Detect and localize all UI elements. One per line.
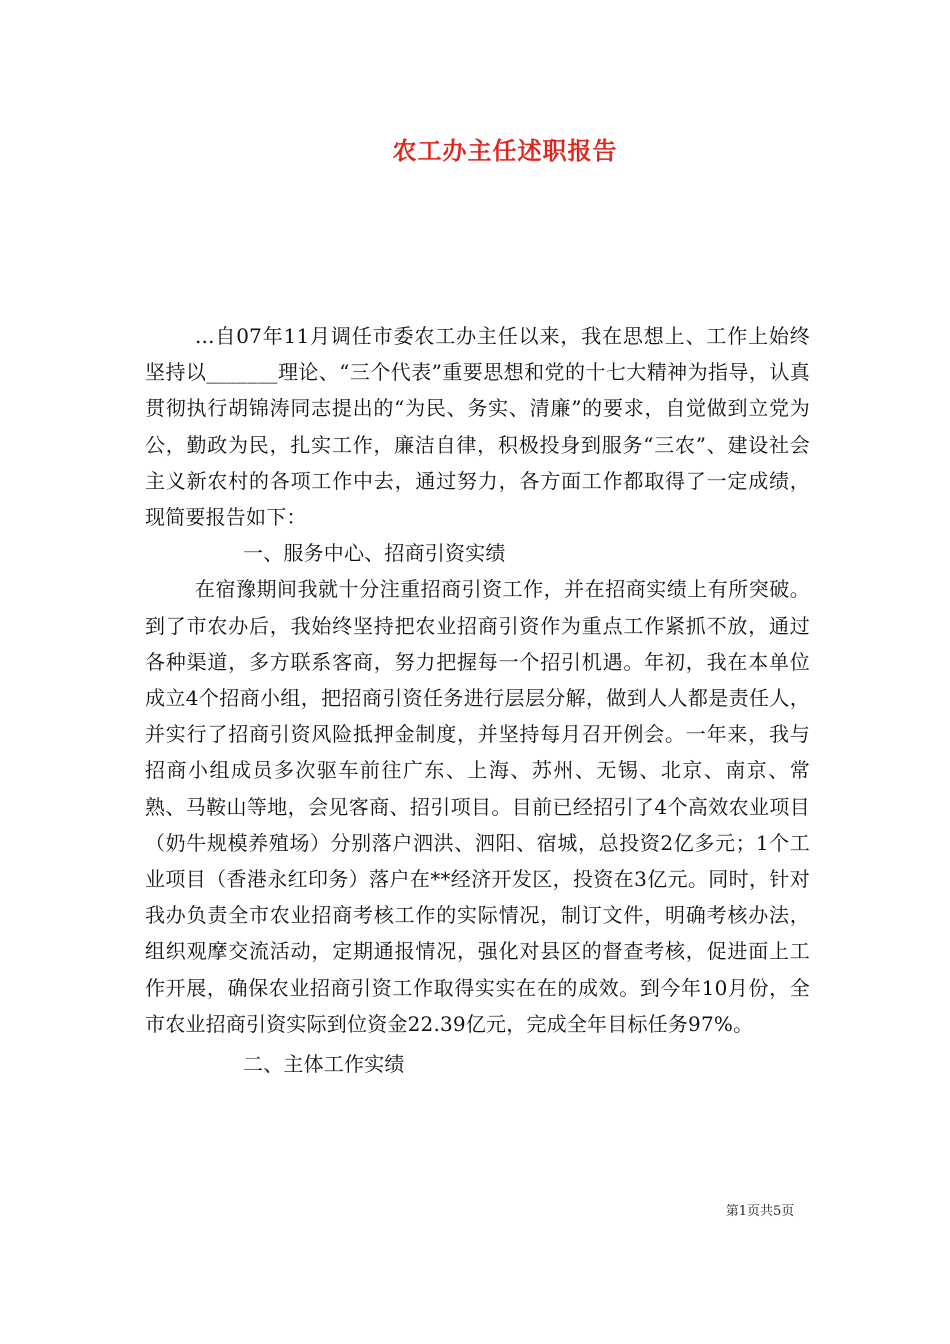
section-heading-1: 一、服务中心、招商引资实绩	[243, 541, 506, 566]
document-title: 农工办主任述职报告	[392, 136, 618, 165]
section-1-paragraph: 在宿豫期间我就十分注重招商引资工作，并在招商实绩上有所突破。到了市农办后，我始终坚持把农业招商引资作为重点工作紧抓不放，通过各种渠道，多方联系客商，努力把握每一个招引机遇。年初，我在本单位成立4个招商小组，把招商引资任务进行层层分解，做到人人都是责任人，并实行了招商引资风险抵押金制度，并坚持每月召开例会。一年来，我与招商小组成员多次驱车前往广东、上海、苏州、无锡、北京、南京、常熟、马鞍山等地，会见客商、招引项目。目前已经招引了4个高效农业项目（奶牛规模养殖场）分别落户泗洪、泗阳、宿城，总投资2亿多元；1个工业项目（香港永红印务）落户在**经济开发区，投资在3亿元。同时，针对我办负责全市农业招商考核工作的实际情况，制订文件，明确考核办法，组织观摩交流活动，定期通报情况，强化对县区的督查考核，促进面上工作开展，确保农业招商引资工作取得实实在在的成效。到今年10月份，全市农业招商引资实际到位资金22.39亿元，完成全年目标任务97%。	[145, 577, 810, 1036]
document-body	[145, 318, 810, 1082]
intro-paragraph: ...自07年11月调任市委农工办主任以来，我在思想上、工作上始终坚持以_______理论、“三个代表”重要思想和党的十七大精神为指导，认真贯彻执行胡锦涛同志提出的“为民、务实、清廉”的要求，自觉做到立党为公，勤政为民，扎实工作，廉洁自律，积极投身到服务“三农”、建设社会主义新农村的各项工作中去，通过努力，各方面工作都取得了一定成绩，现简要报告如下：	[145, 324, 810, 530]
page-number: 第1页共5页	[725, 1204, 795, 1219]
section-heading-2: 二、主体工作实绩	[243, 1052, 405, 1077]
